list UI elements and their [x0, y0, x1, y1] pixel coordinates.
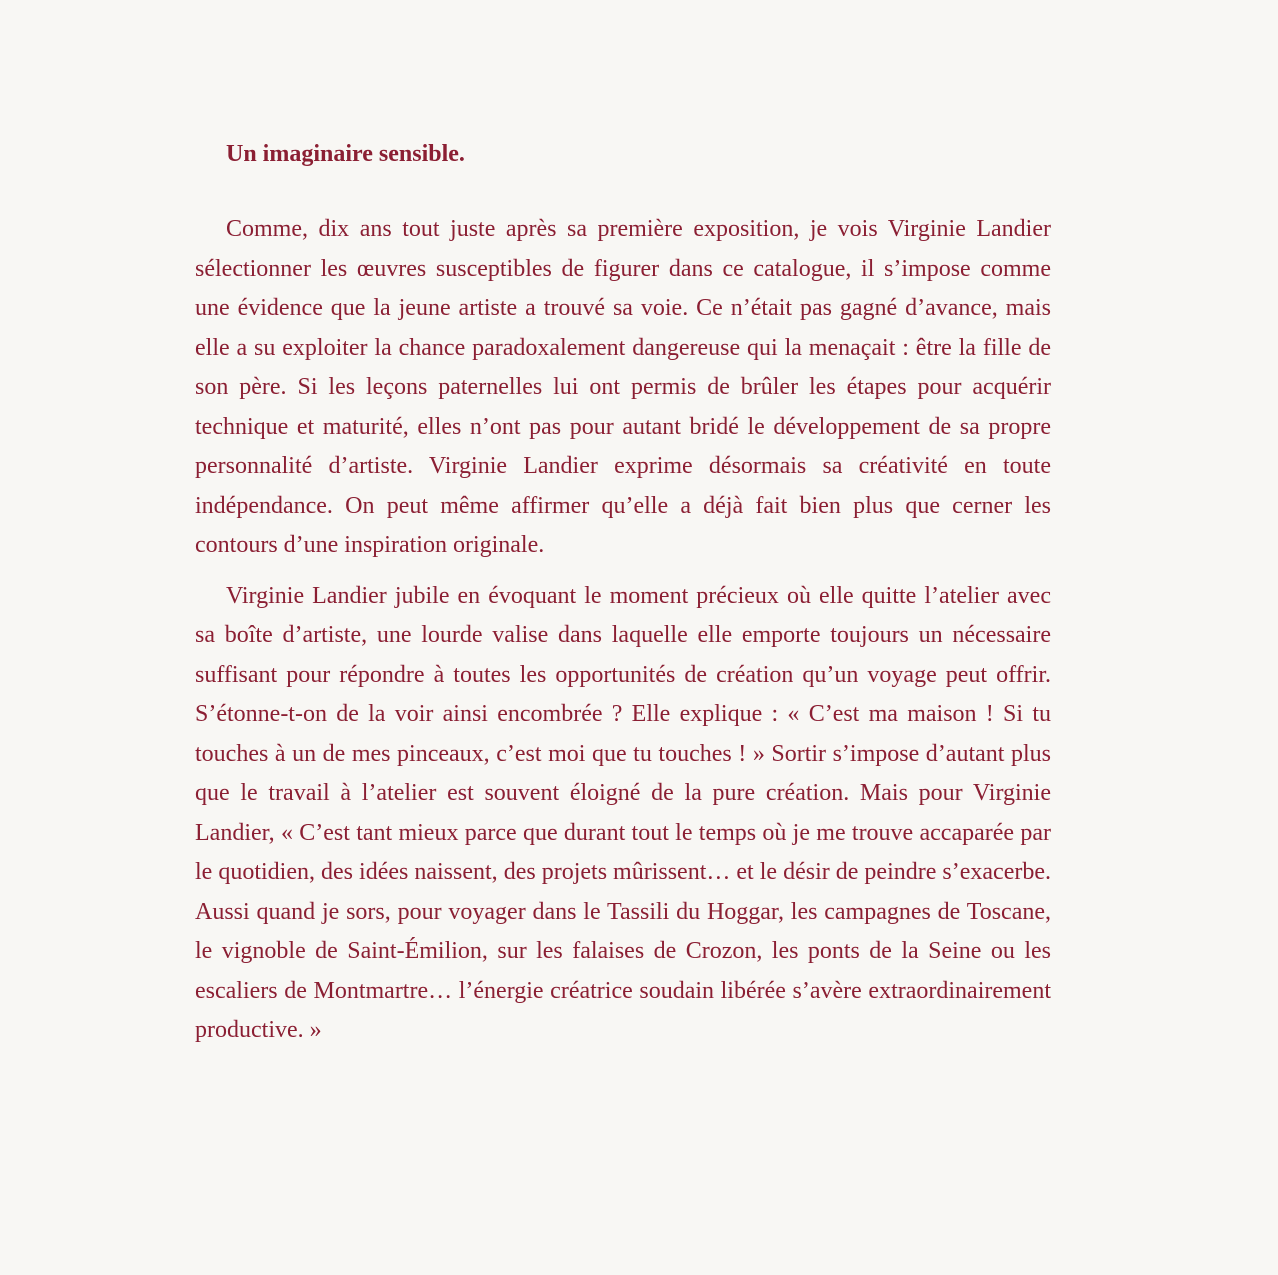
document-body [195, 136, 1051, 1051]
body-paragraph-1: Comme, dix ans tout juste après sa première exposition, je vois Virginie Landier sélectionner les œuvres susceptibles de figurer dans ce catalogue, il s’impose comme une évidence que la jeune artiste a trouvé sa voie. Ce n’était pas gagné d’avance, mais elle a su exploiter la chance paradoxalement dangereuse qui la menaçait : être la fille de son père. Si les leçons paternelles lui ont permis de brûler les étapes pour acquérir technique et maturité, elles n’ont pas pour autant bridé le développement de sa propre personnalité d’artiste. Virginie Landier exprime désormais sa créativité en toute indépendance. On peut même affirmer qu’elle a déjà fait bien plus que cerner les contours d’une inspiration originale. [195, 216, 1051, 558]
section-title: Un imaginaire sensible. [226, 141, 465, 167]
body-paragraph-2: Virginie Landier jubile en évoquant le moment précieux où elle quitte l’atelier avec sa boîte d’artiste, une lourde valise dans laquelle elle emporte toujours un nécessaire suffisant pour répondre à toutes les opportunités de création qu’un voyage peut offrir. S’étonne-t-on de la voir ainsi encombrée ? Elle explique : « C’est ma maison ! Si tu touches à un de mes pinceaux, c’est moi que tu touches ! » Sortir s’impose d’autant plus que le travail à l’atelier est souvent éloigné de la pure création. Mais pour Virginie Landier, « C’est tant mieux parce que durant tout le temps où je me trouve accaparée par le quotidien, des idées naissent, des projets mûrissent… et le désir de peindre s’exacerbe. Aussi quand je sors, pour voyager dans le Tassili du Hoggar, les campagnes de Toscane, le vignoble de Saint-Émilion, sur les falaises de Crozon, les ponts de la Seine ou les escaliers de Montmartre… l’énergie créatrice soudain libérée s’avère extraordinairement productive. » [195, 582, 1051, 1043]
